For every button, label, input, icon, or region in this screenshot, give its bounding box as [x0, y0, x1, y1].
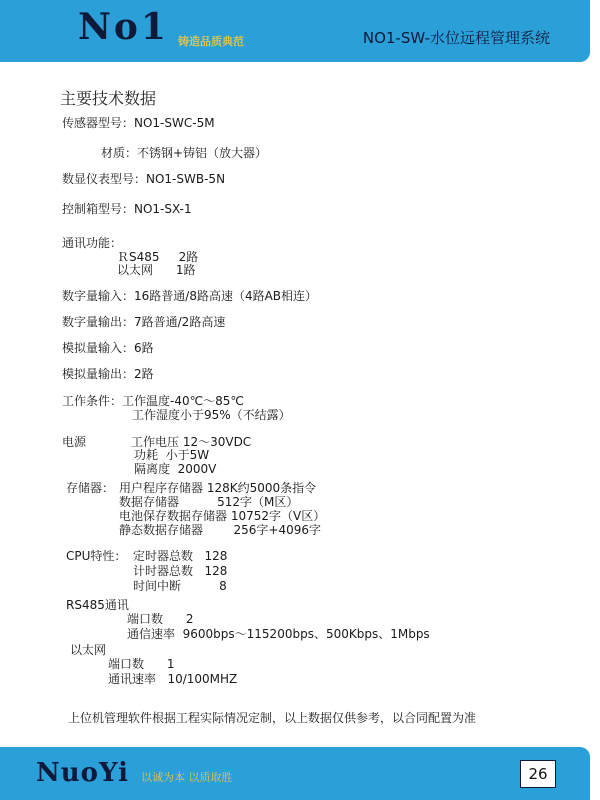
- rs485-label: RS485通讯: [66, 598, 129, 612]
- storage-label: 存储器：: [66, 481, 115, 495]
- power-voltage: 工作电压 12～30VDC: [131, 435, 252, 449]
- material: 材质：不锈钢+铸铝（放大器）: [101, 146, 268, 160]
- sensor-model: 传感器型号：NO1-SWC-5M: [62, 116, 215, 130]
- comm-ethernet: 以太网 1路: [117, 263, 196, 277]
- power-label: 电源: [62, 435, 87, 449]
- work-condition-humidity: 工作湿度小于95%（不结露）: [132, 408, 291, 422]
- cpu-interrupts: 时间中断 8: [133, 579, 227, 593]
- ethernet-ports: 端口数 1: [108, 657, 175, 671]
- power-consumption: 功耗 小于5W: [134, 448, 210, 462]
- display-model: 数显仪表型号：NO1-SWB-5N: [62, 172, 226, 186]
- comm-rs485: ＲS485 2路: [117, 250, 199, 264]
- rs485-ports: 端口数 2: [127, 612, 194, 626]
- storage-static: 静态数据存储器 256字+4096字: [119, 523, 322, 537]
- page-number: 26: [520, 760, 556, 788]
- storage-battery: 电池保存数据存储器 10752字（V区）: [119, 509, 326, 523]
- cpu-counters: 计时器总数 128: [133, 564, 228, 578]
- header-band: [0, 0, 590, 62]
- rs485-rate: 通信速率 9600bps～115200bps、500Kbps、1Mbps: [127, 627, 430, 641]
- brand-logo: No1: [78, 6, 169, 48]
- control-box-model: 控制箱型号：NO1-SX-1: [62, 202, 192, 216]
- comm-label: 通讯功能：: [62, 236, 123, 250]
- power-isolation: 隔离度 2000V: [134, 462, 217, 476]
- analog-output: 模拟量输出：2路: [62, 367, 154, 381]
- footer-band: [0, 747, 590, 800]
- digital-input: 数字量输入：16路普通/8路高速（4路AB相连）: [62, 289, 318, 303]
- cpu-label: CPU特性：: [66, 549, 127, 563]
- digital-output: 数字量输出：7路普通/2路高速: [62, 315, 226, 329]
- footer-slogan: 以诚为本 以质取胜: [141, 771, 233, 784]
- analog-input: 模拟量输入：6路: [62, 341, 154, 355]
- footer-logo: NuoYi: [36, 758, 129, 788]
- storage-program: 用户程序存储器 128K约5000条指令: [119, 481, 317, 495]
- header-title: NO1-SW-水位远程管理系统: [362, 29, 550, 47]
- footnote: 上位机管理软件根据工程实际情况定制，以上数据仅供参考，以合同配置为准: [68, 711, 477, 725]
- ethernet-rate: 通讯速率 10/100MHZ: [108, 672, 238, 686]
- work-condition-temp: 工作条件：工作温度-40℃～85℃: [62, 394, 244, 408]
- header-slogan: 铸造品质典范: [178, 35, 244, 48]
- storage-data: 数据存储器 512字（M区）: [119, 495, 299, 509]
- section-title: 主要技术数据: [60, 89, 157, 108]
- ethernet-label: 以太网: [70, 643, 107, 657]
- cpu-timers: 定时器总数 128: [133, 549, 228, 563]
